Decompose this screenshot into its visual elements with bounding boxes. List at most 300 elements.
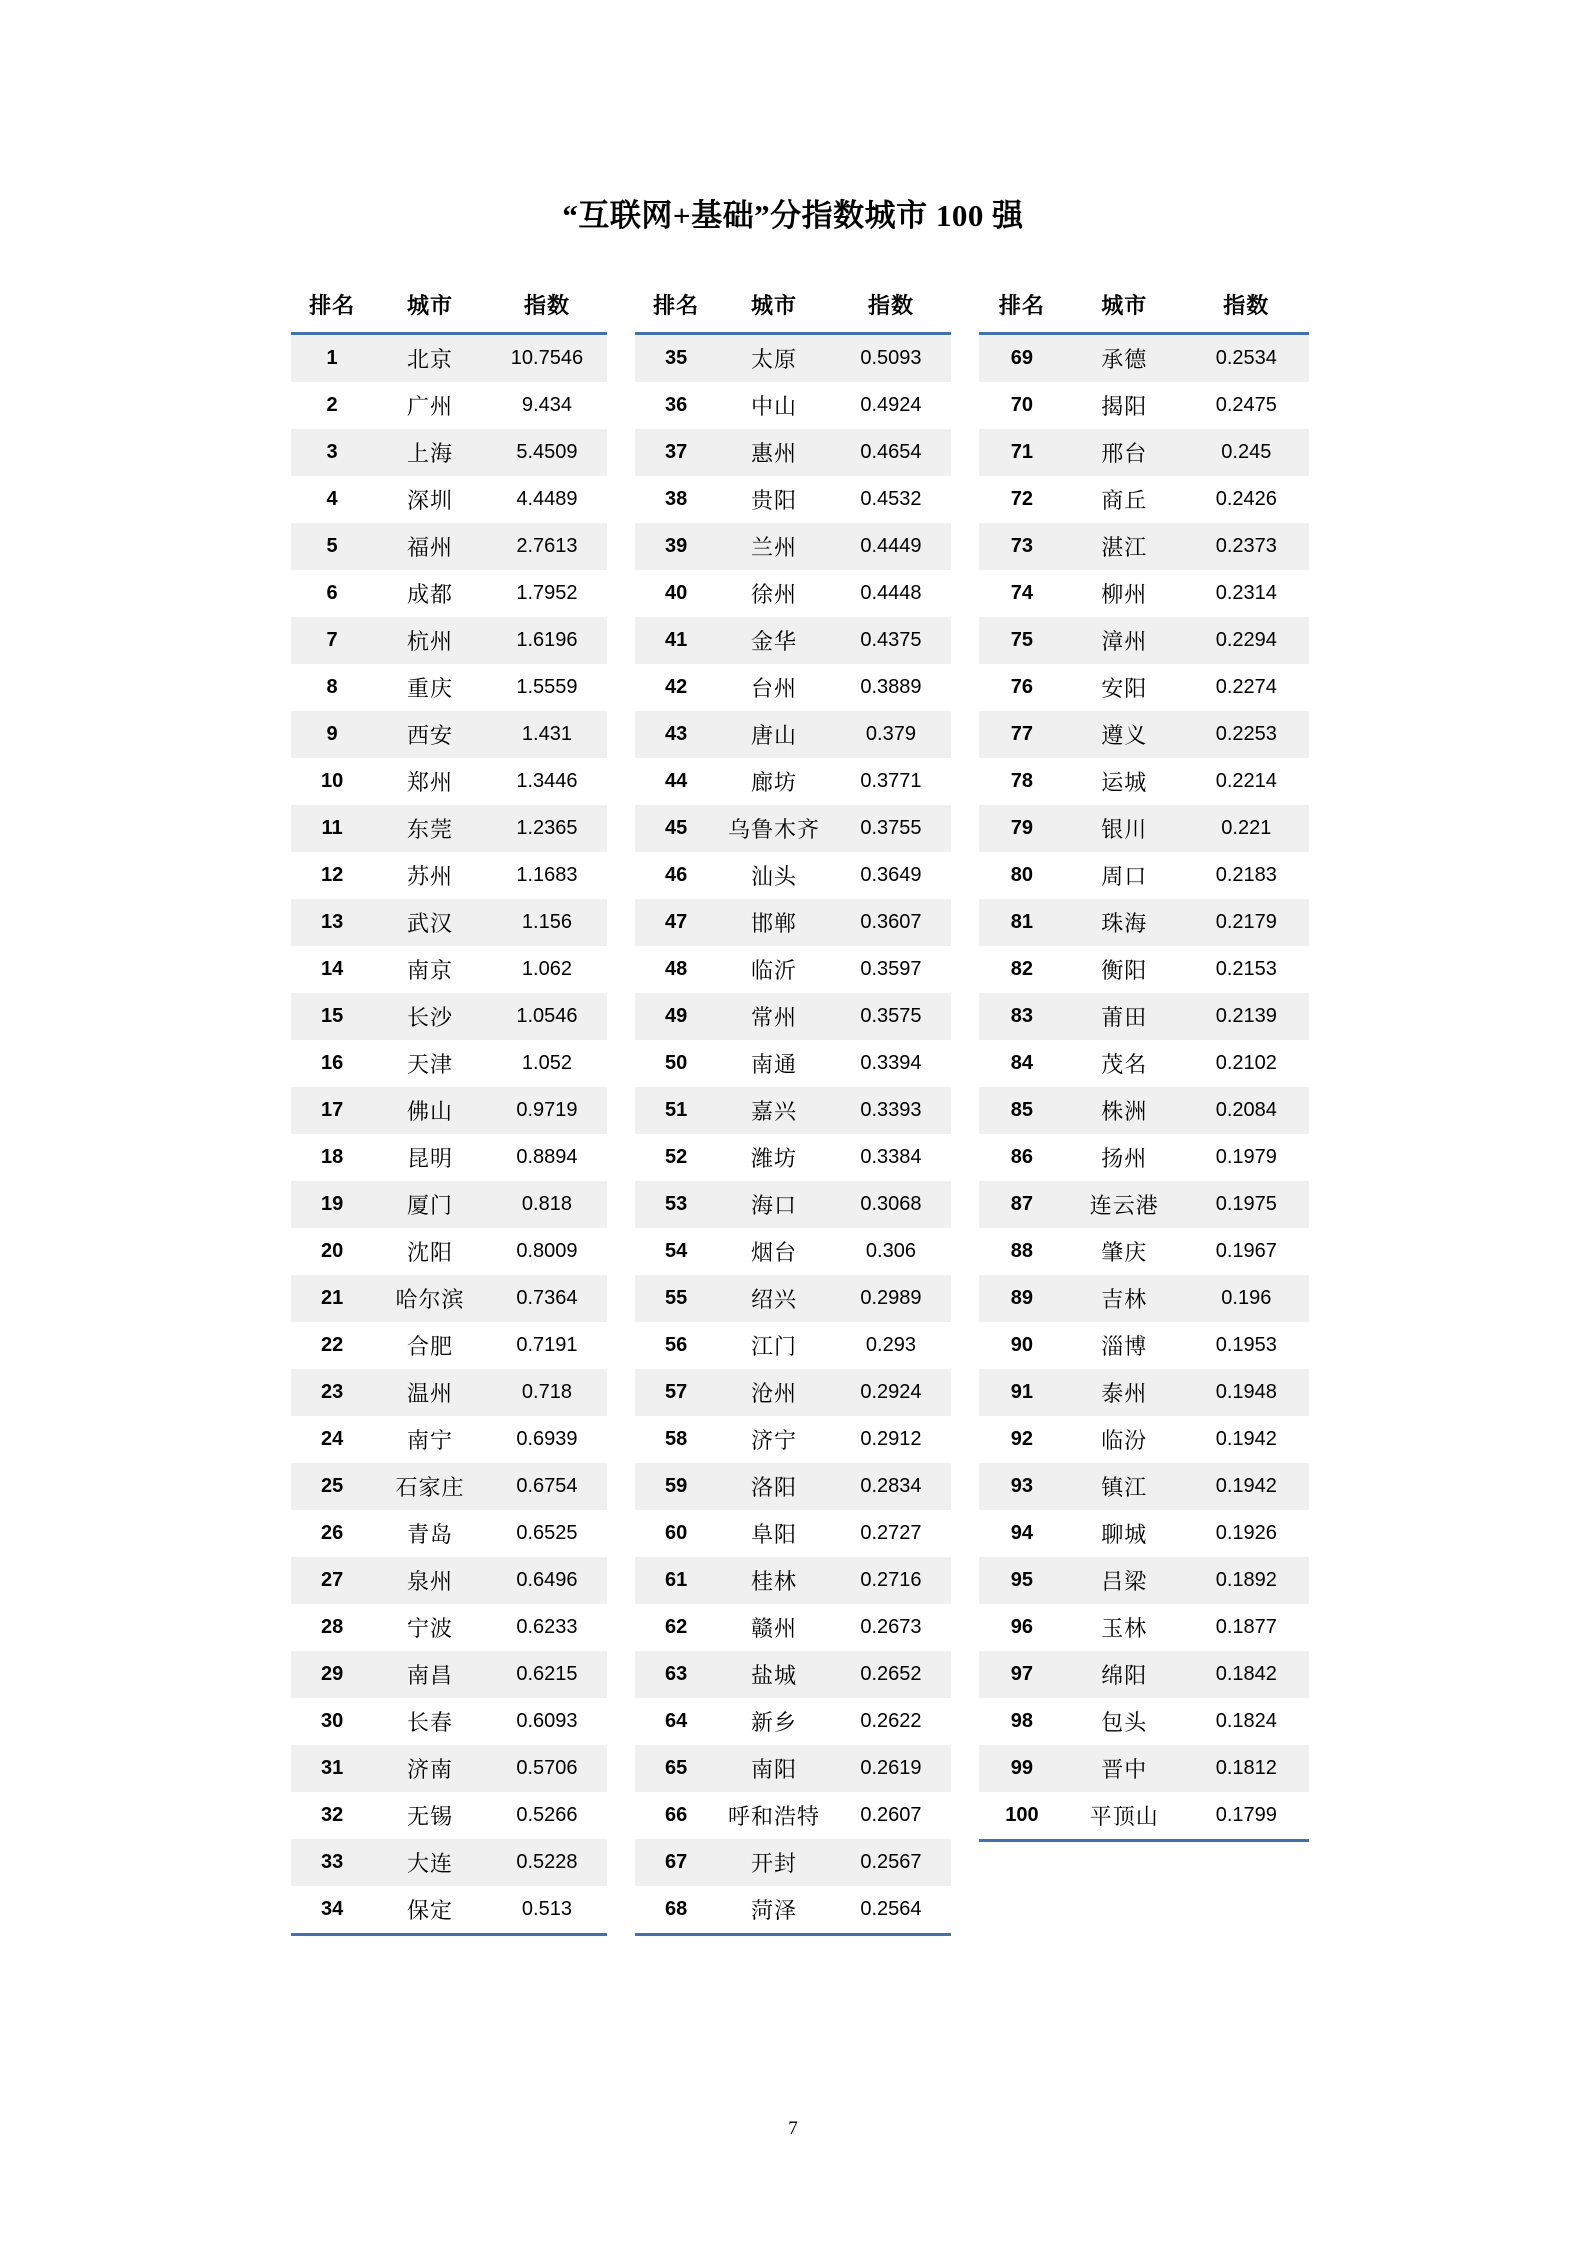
table-row xyxy=(291,1651,607,1698)
rank-tables-container xyxy=(0,287,1586,1936)
cell-rank: 34 xyxy=(291,1886,373,1935)
table-body-column-2 xyxy=(635,334,951,1935)
cell-index: 0.2153 xyxy=(1215,958,1277,980)
cell-index: 0.2727 xyxy=(860,1522,922,1544)
cell-index: 0.1967 xyxy=(1215,1240,1277,1262)
cell-city: 吕梁 xyxy=(1065,1557,1184,1604)
cell-index: 0.245 xyxy=(1184,429,1309,476)
table-row xyxy=(635,617,951,664)
cell-rank: 82 xyxy=(1010,958,1034,980)
cell-city: 南阳 xyxy=(717,1745,831,1792)
table-row xyxy=(291,993,607,1040)
table-row xyxy=(291,1510,607,1557)
cell-index: 1.0546 xyxy=(487,993,607,1040)
cell-rank: 83 xyxy=(979,993,1065,1040)
table-row xyxy=(291,1886,607,1935)
table-row xyxy=(979,1228,1309,1275)
table-header xyxy=(979,287,1309,334)
cell-rank: 90 xyxy=(1010,1334,1034,1356)
table-row xyxy=(635,664,951,711)
cell-index: 0.5706 xyxy=(487,1745,607,1792)
cell-rank: 19 xyxy=(291,1181,373,1228)
cell-city: 揭阳 xyxy=(1101,394,1148,419)
table-row xyxy=(291,523,607,570)
cell-index: 0.7191 xyxy=(516,1334,578,1356)
table-row xyxy=(635,570,951,617)
cell-rank: 55 xyxy=(635,1275,717,1322)
cell-rank: 21 xyxy=(291,1275,373,1322)
table-row xyxy=(635,1510,951,1557)
table-row xyxy=(979,334,1309,383)
table-row xyxy=(291,711,607,758)
cell-rank: 52 xyxy=(664,1146,688,1168)
cell-index: 9.434 xyxy=(521,394,572,416)
cell-rank: 43 xyxy=(635,711,717,758)
cell-index: 0.4532 xyxy=(860,488,922,510)
cell-index: 0.2373 xyxy=(1184,523,1309,570)
cell-city: 聊城 xyxy=(1101,1522,1148,1547)
cell-index: 5.4509 xyxy=(487,429,607,476)
table-row xyxy=(635,1604,951,1651)
table-row xyxy=(635,946,951,993)
cell-index: 0.5228 xyxy=(487,1839,607,1886)
table-row xyxy=(291,1134,607,1181)
cell-rank: 96 xyxy=(1010,1616,1034,1638)
cell-city: 绍兴 xyxy=(717,1275,831,1322)
cell-rank: 40 xyxy=(664,582,688,604)
cell-city: 乌鲁木齐 xyxy=(717,805,831,852)
table-row xyxy=(635,1792,951,1839)
table-row xyxy=(291,1698,607,1745)
cell-index: 4.4489 xyxy=(516,488,578,510)
cell-city: 保定 xyxy=(373,1886,487,1935)
cell-rank: 68 xyxy=(635,1886,717,1935)
cell-rank: 51 xyxy=(635,1087,717,1134)
table-row xyxy=(635,429,951,476)
cell-index: 0.2294 xyxy=(1184,617,1309,664)
table-row xyxy=(291,1792,607,1839)
cell-index: 0.6496 xyxy=(487,1557,607,1604)
header-rank: 排名 xyxy=(979,287,1065,334)
cell-rank: 48 xyxy=(664,958,688,980)
cell-rank: 84 xyxy=(1010,1052,1034,1074)
cell-rank: 81 xyxy=(979,899,1065,946)
cell-index: 0.2253 xyxy=(1184,711,1309,758)
cell-index: 0.2183 xyxy=(1215,864,1277,886)
cell-rank: 74 xyxy=(1010,582,1034,604)
table-header xyxy=(291,287,607,334)
table-body-column-1 xyxy=(291,334,607,1935)
cell-rank: 11 xyxy=(291,805,373,852)
cell-city: 贵阳 xyxy=(751,488,798,513)
cell-city: 淄博 xyxy=(1101,1334,1148,1359)
cell-index: 0.2619 xyxy=(831,1745,951,1792)
table-row xyxy=(979,852,1309,899)
cell-city: 晋中 xyxy=(1065,1745,1184,1792)
table-row xyxy=(291,1087,607,1134)
cell-rank: 93 xyxy=(979,1463,1065,1510)
cell-city: 镇江 xyxy=(1065,1463,1184,1510)
cell-city: 唐山 xyxy=(717,711,831,758)
cell-city: 南通 xyxy=(751,1052,798,1077)
cell-city: 郑州 xyxy=(407,770,454,795)
cell-index: 0.2607 xyxy=(860,1804,922,1826)
cell-index: 0.2716 xyxy=(831,1557,951,1604)
table-row xyxy=(291,334,607,383)
cell-city: 开封 xyxy=(717,1839,831,1886)
cell-city: 长沙 xyxy=(373,993,487,1040)
cell-rank: 2 xyxy=(326,394,338,416)
cell-index: 0.293 xyxy=(865,1334,916,1356)
table-row xyxy=(291,1839,607,1886)
cell-index: 0.2834 xyxy=(831,1463,951,1510)
table-row xyxy=(979,1792,1309,1841)
table-row xyxy=(979,711,1309,758)
table-row xyxy=(291,1181,607,1228)
cell-index: 0.379 xyxy=(831,711,951,758)
cell-index: 0.8009 xyxy=(516,1240,578,1262)
cell-city: 天津 xyxy=(407,1052,454,1077)
cell-city: 呼和浩特 xyxy=(728,1804,821,1829)
cell-rank: 57 xyxy=(635,1369,717,1416)
cell-index: 0.5093 xyxy=(831,334,951,383)
cell-index: 0.3068 xyxy=(831,1181,951,1228)
cell-city: 苏州 xyxy=(407,864,454,889)
cell-city: 漳州 xyxy=(1065,617,1184,664)
cell-index: 1.1683 xyxy=(516,864,578,886)
cell-index: 0.2673 xyxy=(860,1616,922,1638)
cell-city: 扬州 xyxy=(1101,1146,1148,1171)
cell-city: 济宁 xyxy=(751,1428,798,1453)
cell-index: 0.1926 xyxy=(1215,1522,1277,1544)
cell-index: 0.3575 xyxy=(831,993,951,1040)
cell-index: 0.2314 xyxy=(1215,582,1277,604)
cell-rank: 14 xyxy=(320,958,344,980)
cell-city: 株洲 xyxy=(1065,1087,1184,1134)
cell-index: 0.3393 xyxy=(831,1087,951,1134)
cell-rank: 8 xyxy=(326,676,338,698)
table-row xyxy=(635,1228,951,1275)
cell-city: 福州 xyxy=(373,523,487,570)
cell-index: 1.431 xyxy=(487,711,607,758)
cell-rank: 88 xyxy=(1010,1240,1034,1262)
cell-city: 南宁 xyxy=(407,1428,454,1453)
cell-rank: 7 xyxy=(291,617,373,664)
table-row xyxy=(291,852,607,899)
header-city: 城市 xyxy=(373,287,487,334)
cell-index: 0.1942 xyxy=(1215,1428,1277,1450)
cell-index: 0.2475 xyxy=(1215,394,1277,416)
table-row xyxy=(979,758,1309,805)
cell-index: 0.3771 xyxy=(860,770,922,792)
table-row xyxy=(979,1040,1309,1087)
cell-city: 台州 xyxy=(751,676,798,701)
cell-index: 1.6196 xyxy=(487,617,607,664)
page-title: “互联网+基础”分指数城市 100 强 xyxy=(562,198,1024,233)
table-row xyxy=(635,1181,951,1228)
table-row xyxy=(979,1416,1309,1463)
cell-rank: 45 xyxy=(635,805,717,852)
cell-index: 0.4449 xyxy=(831,523,951,570)
table-row xyxy=(635,1651,951,1698)
table-row xyxy=(635,1839,951,1886)
cell-rank: 64 xyxy=(664,1710,688,1732)
cell-index: 0.1975 xyxy=(1184,1181,1309,1228)
cell-city: 吉林 xyxy=(1065,1275,1184,1322)
table-row xyxy=(291,1745,607,1792)
cell-rank: 9 xyxy=(291,711,373,758)
cell-rank: 100 xyxy=(979,1792,1065,1841)
cell-rank: 98 xyxy=(1010,1710,1034,1732)
table-row xyxy=(635,1275,951,1322)
cell-city: 嘉兴 xyxy=(717,1087,831,1134)
cell-index: 0.3597 xyxy=(860,958,922,980)
cell-rank: 78 xyxy=(1010,770,1034,792)
cell-city: 温州 xyxy=(373,1369,487,1416)
cell-index: 0.1953 xyxy=(1215,1334,1277,1356)
cell-city: 盐城 xyxy=(717,1651,831,1698)
cell-index: 0.7364 xyxy=(487,1275,607,1322)
table-row xyxy=(979,1087,1309,1134)
cell-rank: 27 xyxy=(291,1557,373,1604)
cell-city: 南昌 xyxy=(373,1651,487,1698)
table-row xyxy=(291,617,607,664)
cell-rank: 97 xyxy=(979,1651,1065,1698)
table-row xyxy=(291,1040,607,1087)
cell-city: 惠州 xyxy=(717,429,831,476)
cell-rank: 95 xyxy=(979,1557,1065,1604)
cell-index: 0.221 xyxy=(1184,805,1309,852)
cell-city: 无锡 xyxy=(407,1804,454,1829)
cell-index: 0.2534 xyxy=(1184,334,1309,383)
table-row xyxy=(635,382,951,429)
table-row xyxy=(635,523,951,570)
table-row xyxy=(979,899,1309,946)
cell-rank: 71 xyxy=(979,429,1065,476)
cell-rank: 50 xyxy=(664,1052,688,1074)
cell-city: 洛阳 xyxy=(717,1463,831,1510)
table-row xyxy=(635,711,951,758)
cell-rank: 70 xyxy=(1010,394,1034,416)
cell-rank: 69 xyxy=(979,334,1065,383)
cell-index: 1.156 xyxy=(487,899,607,946)
table-row xyxy=(979,1134,1309,1181)
cell-index: 0.2139 xyxy=(1184,993,1309,1040)
cell-city: 沈阳 xyxy=(407,1240,454,1265)
table-row xyxy=(979,664,1309,711)
header-row xyxy=(291,287,607,334)
cell-rank: 24 xyxy=(320,1428,344,1450)
cell-city: 上海 xyxy=(373,429,487,476)
cell-rank: 76 xyxy=(1010,676,1034,698)
cell-city: 汕头 xyxy=(751,864,798,889)
cell-index: 0.718 xyxy=(487,1369,607,1416)
cell-index: 1.7952 xyxy=(516,582,578,604)
cell-index: 0.1948 xyxy=(1184,1369,1309,1416)
cell-index: 0.2622 xyxy=(860,1710,922,1732)
rank-table-column-1 xyxy=(291,287,607,1936)
cell-rank: 61 xyxy=(635,1557,717,1604)
cell-city: 兰州 xyxy=(717,523,831,570)
header-rank: 排名 xyxy=(635,287,717,334)
cell-rank: 53 xyxy=(635,1181,717,1228)
cell-rank: 89 xyxy=(979,1275,1065,1322)
cell-rank: 20 xyxy=(320,1240,344,1262)
table-row xyxy=(635,1698,951,1745)
cell-city: 南京 xyxy=(407,958,454,983)
cell-city: 海口 xyxy=(717,1181,831,1228)
cell-rank: 65 xyxy=(635,1745,717,1792)
cell-city: 深圳 xyxy=(407,488,454,513)
table-row xyxy=(635,899,951,946)
cell-index: 0.2564 xyxy=(831,1886,951,1935)
cell-index: 1.2365 xyxy=(487,805,607,852)
cell-index: 0.818 xyxy=(487,1181,607,1228)
table-row xyxy=(635,1557,951,1604)
rank-table-column-2 xyxy=(635,287,951,1936)
cell-city: 临汾 xyxy=(1101,1428,1148,1453)
cell-rank: 3 xyxy=(291,429,373,476)
cell-rank: 86 xyxy=(1010,1146,1034,1168)
cell-city: 宁波 xyxy=(407,1616,454,1641)
cell-rank: 35 xyxy=(635,334,717,383)
cell-city: 合肥 xyxy=(407,1334,454,1359)
table-row xyxy=(291,1275,607,1322)
cell-city: 桂林 xyxy=(717,1557,831,1604)
cell-index: 0.2274 xyxy=(1215,676,1277,698)
cell-city: 厦门 xyxy=(373,1181,487,1228)
table-row xyxy=(635,1369,951,1416)
cell-city: 绵阳 xyxy=(1065,1651,1184,1698)
cell-city: 佛山 xyxy=(373,1087,487,1134)
cell-index: 0.1812 xyxy=(1184,1745,1309,1792)
cell-city: 遵义 xyxy=(1065,711,1184,758)
cell-rank: 85 xyxy=(979,1087,1065,1134)
cell-city: 新乡 xyxy=(751,1710,798,1735)
cell-index: 0.1979 xyxy=(1215,1146,1277,1168)
cell-city: 赣州 xyxy=(751,1616,798,1641)
cell-index: 1.052 xyxy=(521,1052,572,1074)
cell-rank: 59 xyxy=(635,1463,717,1510)
table-row xyxy=(635,758,951,805)
cell-rank: 56 xyxy=(664,1334,688,1356)
cell-city: 太原 xyxy=(717,334,831,383)
cell-city: 银川 xyxy=(1065,805,1184,852)
cell-index: 0.4924 xyxy=(860,394,922,416)
cell-rank: 36 xyxy=(664,394,688,416)
cell-city: 江门 xyxy=(751,1334,798,1359)
cell-city: 衡阳 xyxy=(1101,958,1148,983)
cell-rank: 4 xyxy=(326,488,338,510)
cell-index: 0.6525 xyxy=(516,1522,578,1544)
cell-city: 柳州 xyxy=(1101,582,1148,607)
table-row xyxy=(635,1463,951,1510)
table-row xyxy=(979,1463,1309,1510)
table-row xyxy=(979,570,1309,617)
table-row xyxy=(291,1322,607,1369)
cell-index: 0.3607 xyxy=(831,899,951,946)
cell-index: 2.7613 xyxy=(487,523,607,570)
table-row xyxy=(291,758,607,805)
cell-city: 承德 xyxy=(1065,334,1184,383)
table-row xyxy=(979,1651,1309,1698)
cell-rank: 29 xyxy=(291,1651,373,1698)
cell-city: 平顶山 xyxy=(1065,1792,1184,1841)
cell-city: 包头 xyxy=(1101,1710,1148,1735)
page-number: 7 xyxy=(788,2118,798,2139)
cell-city: 潍坊 xyxy=(751,1146,798,1171)
table-row xyxy=(635,852,951,899)
cell-index: 0.1877 xyxy=(1215,1616,1277,1638)
cell-city: 茂名 xyxy=(1101,1052,1148,1077)
cell-city: 石家庄 xyxy=(373,1463,487,1510)
table-row xyxy=(979,382,1309,429)
table-row xyxy=(291,899,607,946)
cell-city: 临沂 xyxy=(751,958,798,983)
table-row xyxy=(291,476,607,523)
table-row xyxy=(291,429,607,476)
table-row xyxy=(979,1181,1309,1228)
cell-index: 0.5266 xyxy=(516,1804,578,1826)
table-row xyxy=(979,429,1309,476)
cell-rank: 49 xyxy=(635,993,717,1040)
cell-rank: 17 xyxy=(291,1087,373,1134)
table-body-column-3 xyxy=(979,334,1309,1841)
cell-rank: 41 xyxy=(635,617,717,664)
cell-rank: 72 xyxy=(1010,488,1034,510)
cell-index: 0.1824 xyxy=(1215,1710,1277,1732)
table-row xyxy=(291,1557,607,1604)
table-row xyxy=(979,617,1309,664)
cell-index: 0.2179 xyxy=(1184,899,1309,946)
cell-city: 泉州 xyxy=(373,1557,487,1604)
cell-index: 0.2102 xyxy=(1215,1052,1277,1074)
cell-city: 邢台 xyxy=(1065,429,1184,476)
table-row xyxy=(635,1134,951,1181)
cell-rank: 26 xyxy=(320,1522,344,1544)
cell-index: 0.3384 xyxy=(860,1146,922,1168)
cell-city: 西安 xyxy=(373,711,487,758)
cell-index: 0.1842 xyxy=(1184,1651,1309,1698)
cell-rank: 15 xyxy=(291,993,373,1040)
table-row xyxy=(635,334,951,383)
table-row xyxy=(979,1557,1309,1604)
cell-city: 金华 xyxy=(717,617,831,664)
cell-city: 广州 xyxy=(407,394,454,419)
cell-index: 1.3446 xyxy=(516,770,578,792)
table-row xyxy=(291,946,607,993)
rank-table-column-3 xyxy=(979,287,1309,1842)
cell-index: 0.6215 xyxy=(487,1651,607,1698)
table-row xyxy=(291,1416,607,1463)
table-row xyxy=(635,1886,951,1935)
cell-rank: 32 xyxy=(320,1804,344,1826)
cell-rank: 73 xyxy=(979,523,1065,570)
header-row xyxy=(979,287,1309,334)
cell-city: 烟台 xyxy=(751,1240,798,1265)
cell-index: 0.2426 xyxy=(1215,488,1277,510)
header-index: 指数 xyxy=(831,287,951,334)
cell-city: 廊坊 xyxy=(751,770,798,795)
cell-index: 0.2912 xyxy=(860,1428,922,1450)
table-row xyxy=(291,1604,607,1651)
cell-index: 0.3755 xyxy=(831,805,951,852)
cell-index: 0.1892 xyxy=(1184,1557,1309,1604)
cell-city: 沧州 xyxy=(717,1369,831,1416)
cell-rank: 75 xyxy=(979,617,1065,664)
table-row xyxy=(979,1322,1309,1369)
cell-rank: 16 xyxy=(320,1052,344,1074)
